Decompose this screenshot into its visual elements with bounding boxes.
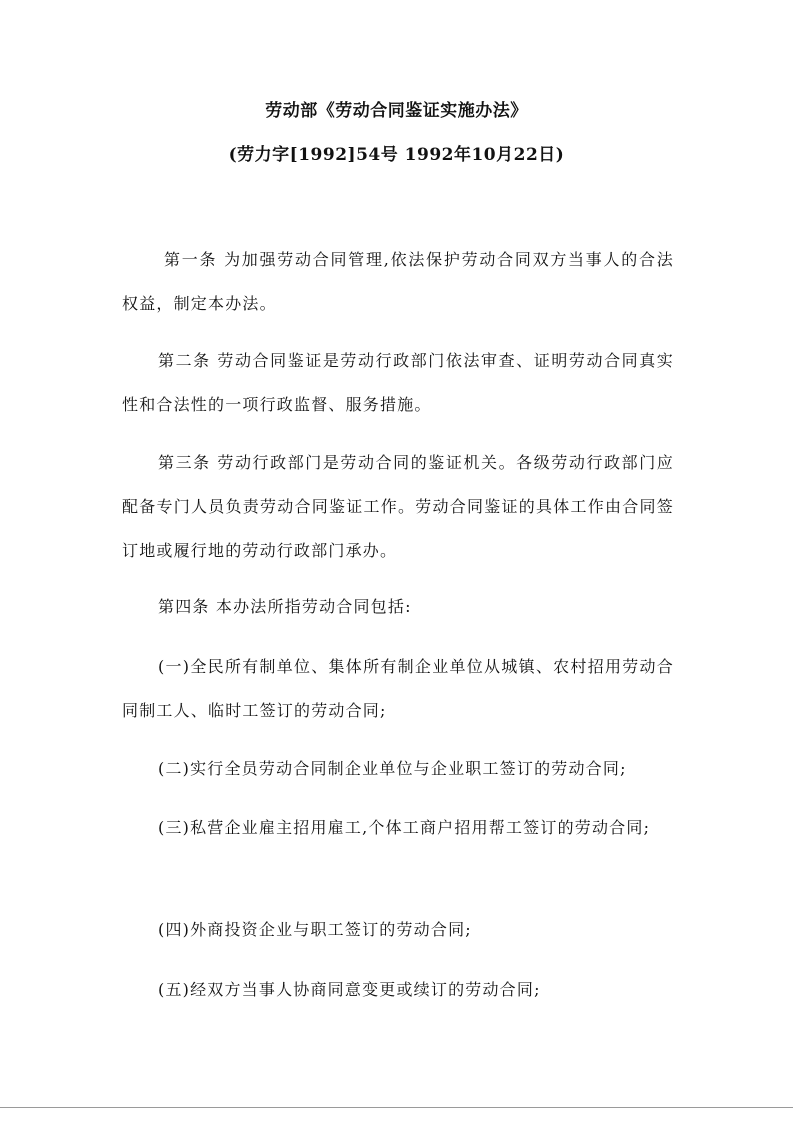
article-3-paragraph: 第三条 劳动行政部门是劳动合同的鉴证机关。各级劳动行政部门应配备专门人员负责劳动合同鉴证工作。劳动合同鉴证的具体工作由合同签订地或履行地的劳动行政部门承办。 bbox=[122, 453, 674, 560]
document-title: 劳动部《劳动合同鉴证实施办法》 bbox=[265, 101, 528, 121]
article-4-paragraph: 第四条 本办法所指劳动合同包括: bbox=[158, 597, 412, 616]
document-subtitle: (劳力字[1992]54号 1992年10月22日) bbox=[228, 145, 565, 165]
clause-3-paragraph: (三)私营企业雇主招用雇工,个体工商户招用帮工签订的劳动合同; bbox=[158, 818, 651, 837]
article-2-paragraph: 第二条 劳动合同鉴证是劳动行政部门依法审查、证明劳动合同真实性和合法性的一项行政监督、服务措施。 bbox=[122, 351, 674, 414]
clause-2-paragraph: (二)实行全员劳动合同制企业单位与企业职工签订的劳动合同; bbox=[158, 759, 627, 778]
article-1-paragraph: 第一条 为加强劳动合同管理,依法保护劳动合同双方当事人的合法权益，制定本办法。 bbox=[122, 250, 674, 313]
clause-5-paragraph: (五)经双方当事人协商同意变更或续订的劳动合同; bbox=[158, 980, 541, 999]
page-bottom-divider bbox=[0, 1107, 793, 1108]
clause-4-paragraph: (四)外商投资企业与职工签订的劳动合同; bbox=[158, 920, 472, 939]
clause-1-paragraph: (一)全民所有制单位、集体所有制企业单位从城镇、农村招用劳动合同制工人、临时工签订的劳动合同; bbox=[122, 657, 674, 720]
